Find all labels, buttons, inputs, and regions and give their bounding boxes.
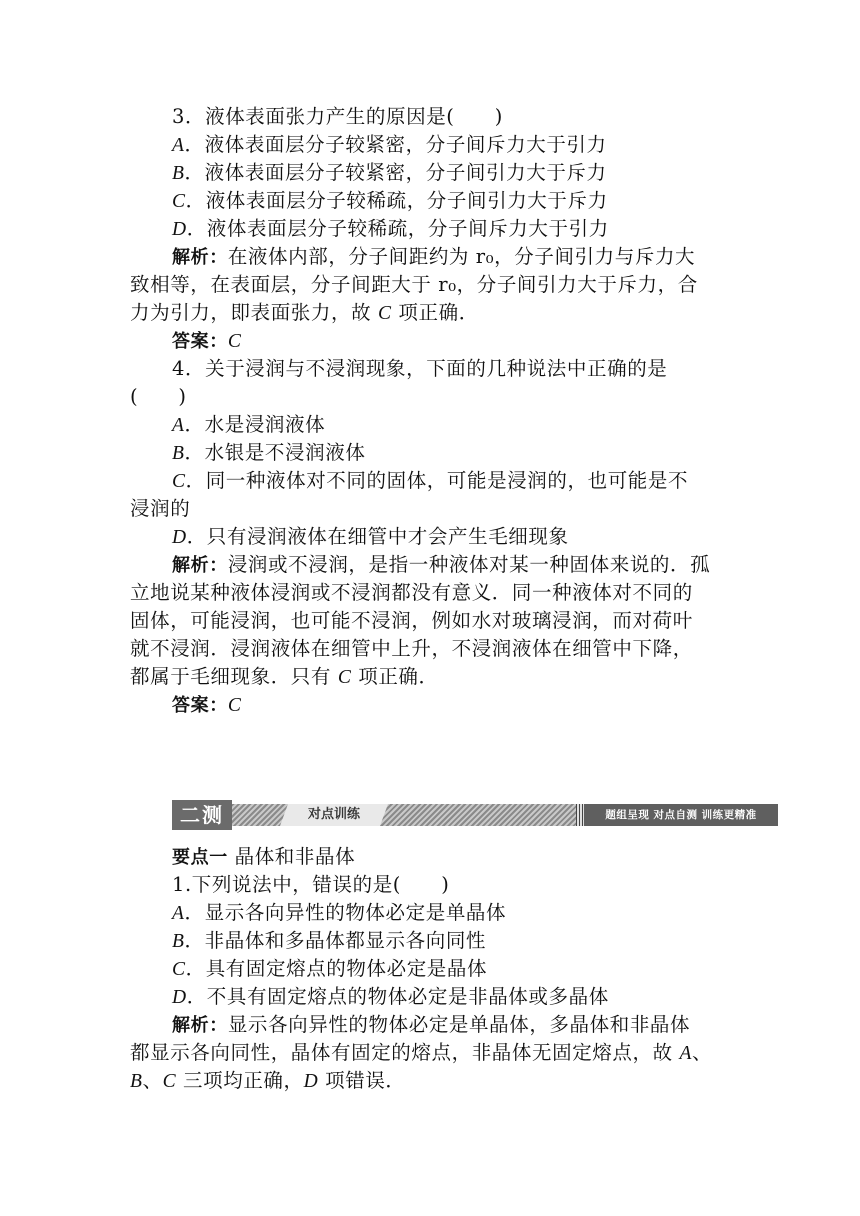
- q4-option-c-line-2: 浸润的: [130, 497, 191, 520]
- q4-option-a: A．水是浸润液体: [172, 413, 326, 436]
- q1-analysis-line-3: B、C 三项均正确，D 项错误．: [130, 1069, 406, 1092]
- banner-right-label: 题组呈现 对点自测 训练更精准: [584, 804, 778, 826]
- q1-option-a: A．显示各向异性的物体必定是单晶体: [172, 901, 507, 924]
- q3-option-a: A．液体表面层分子较紧密，分子间斥力大于引力: [172, 133, 607, 156]
- q4-analysis-line-3: 固体，可能浸润，也可能不浸润，例如水对玻璃浸润，而对荷叶: [130, 609, 693, 632]
- banner-block-title: 二测: [172, 800, 232, 830]
- q4-stem-line-1: 4．关于浸润与不浸润现象，下面的几种说法中正确的是: [172, 357, 668, 380]
- q4-analysis-line-2: 立地说某种液体浸润或不浸润都没有意义．同一种液体对不同的: [130, 581, 693, 604]
- q1-analysis-line-1: 解析：显示各向异性的物体必定是单晶体，多晶体和非晶体: [172, 1013, 691, 1036]
- q4-answer: 答案：C: [172, 695, 242, 716]
- q1-option-c: C．具有固定熔点的物体必定是晶体: [172, 957, 488, 980]
- q4-analysis-line-5: 都属于毛细现象．只有 C 项正确．: [130, 665, 439, 688]
- q3-answer: 答案：C: [172, 331, 242, 352]
- banner-bars: [576, 804, 584, 826]
- q3-analysis-line-1: 解析：在液体内部，分子间距约为 r₀，分子间引力与斥力大: [172, 245, 696, 268]
- q3-analysis-line-2: 致相等，在表面层，分子间距大于 r₀，分子间引力大于斥力，合: [130, 273, 698, 296]
- section-heading: 要点一 晶体和非晶体: [172, 845, 356, 868]
- q4-analysis-line-4: 就不浸润．浸润液体在细管中上升，不浸润液体在细管中下降，: [130, 637, 693, 660]
- q1-analysis-line-2: 都显示各向同性，晶体有固定的熔点，非晶体无固定熔点，故 A、: [130, 1041, 713, 1064]
- q3-option-c: C．液体表面层分子较稀疏，分子间引力大于斥力: [172, 189, 608, 212]
- q3-option-d: D．液体表面层分子较稀疏，分子间斥力大于引力: [172, 217, 609, 240]
- q4-option-c-line-1: C．同一种液体对不同的固体，可能是浸润的，也可能是不: [172, 469, 689, 492]
- q3-analysis-line-3: 力为引力，即表面张力，故 C 项正确．: [130, 301, 479, 324]
- q4-analysis-line-1: 解析：浸润或不浸润，是指一种液体对某一种固体来说的．孤: [172, 553, 711, 576]
- q1-stem: 1.下列说法中，错误的是( ): [172, 873, 450, 896]
- q1-option-d: D．不具有固定熔点的物体必定是非晶体或多晶体: [172, 985, 609, 1008]
- q3-option-b: B．液体表面层分子较紧密，分子间引力大于斥力: [172, 161, 607, 184]
- q3-stem: 3．液体表面张力产生的原因是( ): [172, 105, 503, 128]
- q4-option-b: B．水银是不浸润液体: [172, 441, 366, 464]
- q1-option-b: B．非晶体和多晶体都显示各向同性: [172, 929, 487, 952]
- q4-option-d: D．只有浸润液体在细管中才会产生毛细现象: [172, 525, 569, 548]
- q4-stem-line-2: ( ): [130, 385, 187, 408]
- section-banner: [172, 800, 778, 830]
- banner-middle-label: 对点训练: [280, 804, 388, 826]
